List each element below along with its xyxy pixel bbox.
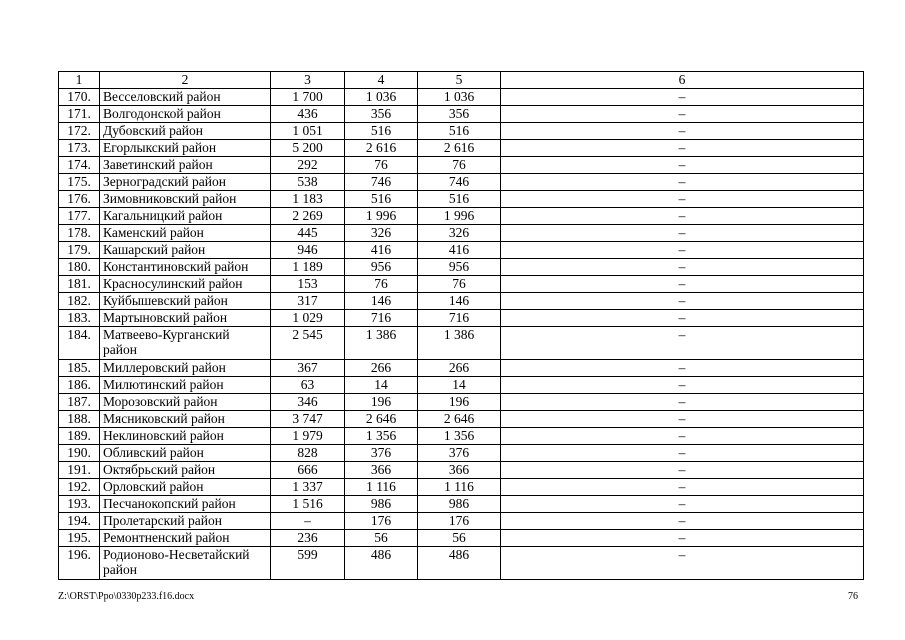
row-number-cell: 189. <box>59 428 100 445</box>
col5-value-cell: 356 <box>418 106 501 123</box>
table-row <box>59 428 864 445</box>
col4-value-cell: 76 <box>345 157 418 174</box>
col6-value-cell: – <box>501 208 864 225</box>
table-row <box>59 89 864 106</box>
table-row <box>59 259 864 276</box>
row-number-cell: 183. <box>59 310 100 327</box>
row-number-cell: 195. <box>59 530 100 547</box>
col6-value-cell: – <box>501 428 864 445</box>
col4-value-cell: 986 <box>345 496 418 513</box>
table-row <box>59 327 864 360</box>
col5-value-cell: 14 <box>418 377 501 394</box>
col6-value-cell: – <box>501 462 864 479</box>
table-row <box>59 462 864 479</box>
col4-value-cell: 516 <box>345 123 418 140</box>
col3-value-cell: 666 <box>271 462 345 479</box>
district-name-cell: Кашарский район <box>100 242 271 259</box>
col4-value-cell: 1 356 <box>345 428 418 445</box>
row-number-cell: 181. <box>59 276 100 293</box>
col3-value-cell: 1 051 <box>271 123 345 140</box>
table-row <box>59 225 864 242</box>
district-name-cell: Заветинский район <box>100 157 271 174</box>
table-row <box>59 496 864 513</box>
district-name-cell: Дубовский район <box>100 123 271 140</box>
district-name-cell: Мясниковский район <box>100 411 271 428</box>
col3-value-cell: 1 337 <box>271 479 345 496</box>
table-row <box>59 242 864 259</box>
district-name-cell: Неклиновский район <box>100 428 271 445</box>
col5-value-cell: 986 <box>418 496 501 513</box>
col4-value-cell: 486 <box>345 547 418 580</box>
row-number-cell: 171. <box>59 106 100 123</box>
district-name-cell: Пролетарский район <box>100 513 271 530</box>
col3-value-cell: 236 <box>271 530 345 547</box>
col5-value-cell: 146 <box>418 293 501 310</box>
table-row <box>59 547 864 580</box>
col6-value-cell: – <box>501 327 864 360</box>
district-name-cell: Кагальницкий район <box>100 208 271 225</box>
row-number-cell: 175. <box>59 174 100 191</box>
col3-value-cell: – <box>271 513 345 530</box>
district-name-cell: Октябрьский район <box>100 462 271 479</box>
table-header-row <box>59 72 864 89</box>
row-number-cell: 185. <box>59 360 100 377</box>
col5-value-cell: 376 <box>418 445 501 462</box>
col6-value-cell: – <box>501 513 864 530</box>
data-table <box>58 71 864 580</box>
col4-value-cell: 1 036 <box>345 89 418 106</box>
table-row <box>59 530 864 547</box>
table-row <box>59 174 864 191</box>
col5-value-cell: 516 <box>418 123 501 140</box>
district-name-cell: Родионово-Несветайский район <box>100 547 271 580</box>
col5-value-cell: 746 <box>418 174 501 191</box>
table-row <box>59 191 864 208</box>
row-number-cell: 182. <box>59 293 100 310</box>
table-row <box>59 106 864 123</box>
header-cell-5: 5 <box>418 72 501 89</box>
district-name-cell: Ремонтненский район <box>100 530 271 547</box>
col6-value-cell: – <box>501 106 864 123</box>
col5-value-cell: 1 036 <box>418 89 501 106</box>
col4-value-cell: 76 <box>345 276 418 293</box>
district-name-cell: Матвеево-Курганский район <box>100 327 271 360</box>
col5-value-cell: 266 <box>418 360 501 377</box>
col3-value-cell: 436 <box>271 106 345 123</box>
page-number: 76 <box>848 591 858 602</box>
table-row <box>59 208 864 225</box>
table-row <box>59 411 864 428</box>
district-name-cell: Зимовниковский район <box>100 191 271 208</box>
table-row <box>59 140 864 157</box>
district-name-cell: Песчанокопский район <box>100 496 271 513</box>
district-name-cell: Милютинский район <box>100 377 271 394</box>
district-name-cell: Весселовский район <box>100 89 271 106</box>
district-name-cell: Куйбышевский район <box>100 293 271 310</box>
table-row <box>59 360 864 377</box>
col3-value-cell: 445 <box>271 225 345 242</box>
col3-value-cell: 1 700 <box>271 89 345 106</box>
district-name-cell: Обливский район <box>100 445 271 462</box>
col5-value-cell: 416 <box>418 242 501 259</box>
col4-value-cell: 14 <box>345 377 418 394</box>
col6-value-cell: – <box>501 496 864 513</box>
col4-value-cell: 146 <box>345 293 418 310</box>
col4-value-cell: 56 <box>345 530 418 547</box>
table-row <box>59 394 864 411</box>
col4-value-cell: 356 <box>345 106 418 123</box>
col6-value-cell: – <box>501 310 864 327</box>
col4-value-cell: 1 116 <box>345 479 418 496</box>
footer-file-path: Z:\ORST\Ppo\0330p233.f16.docx <box>58 591 195 602</box>
col6-value-cell: – <box>501 242 864 259</box>
col5-value-cell: 76 <box>418 276 501 293</box>
col3-value-cell: 1 029 <box>271 310 345 327</box>
table-row <box>59 293 864 310</box>
col6-value-cell: – <box>501 411 864 428</box>
district-name-cell: Морозовский район <box>100 394 271 411</box>
col5-value-cell: 1 116 <box>418 479 501 496</box>
col6-value-cell: – <box>501 191 864 208</box>
row-number-cell: 187. <box>59 394 100 411</box>
col4-value-cell: 746 <box>345 174 418 191</box>
col6-value-cell: – <box>501 530 864 547</box>
col4-value-cell: 956 <box>345 259 418 276</box>
header-cell-1: 1 <box>59 72 100 89</box>
col5-value-cell: 2 646 <box>418 411 501 428</box>
col4-value-cell: 266 <box>345 360 418 377</box>
table-body <box>59 72 864 580</box>
district-name-cell: Орловский район <box>100 479 271 496</box>
col4-value-cell: 1 996 <box>345 208 418 225</box>
col3-value-cell: 63 <box>271 377 345 394</box>
table-row <box>59 479 864 496</box>
col6-value-cell: – <box>501 174 864 191</box>
col6-value-cell: – <box>501 259 864 276</box>
col6-value-cell: – <box>501 140 864 157</box>
col4-value-cell: 416 <box>345 242 418 259</box>
header-cell-3: 3 <box>271 72 345 89</box>
table-row <box>59 377 864 394</box>
col3-value-cell: 828 <box>271 445 345 462</box>
row-number-cell: 180. <box>59 259 100 276</box>
col5-value-cell: 1 356 <box>418 428 501 445</box>
row-number-cell: 177. <box>59 208 100 225</box>
col6-value-cell: – <box>501 276 864 293</box>
district-name-cell: Миллеровский район <box>100 360 271 377</box>
col4-value-cell: 196 <box>345 394 418 411</box>
col6-value-cell: – <box>501 89 864 106</box>
col5-value-cell: 76 <box>418 157 501 174</box>
col5-value-cell: 2 616 <box>418 140 501 157</box>
col3-value-cell: 1 189 <box>271 259 345 276</box>
col3-value-cell: 946 <box>271 242 345 259</box>
district-name-cell: Мартыновский район <box>100 310 271 327</box>
table-row <box>59 513 864 530</box>
col6-value-cell: – <box>501 479 864 496</box>
row-number-cell: 186. <box>59 377 100 394</box>
col6-value-cell: – <box>501 157 864 174</box>
col6-value-cell: – <box>501 225 864 242</box>
district-name-cell: Зерноградский район <box>100 174 271 191</box>
district-name-cell: Красносулинский район <box>100 276 271 293</box>
col4-value-cell: 2 616 <box>345 140 418 157</box>
row-number-cell: 191. <box>59 462 100 479</box>
header-cell-6: 6 <box>501 72 864 89</box>
row-number-cell: 194. <box>59 513 100 530</box>
col3-value-cell: 346 <box>271 394 345 411</box>
col5-value-cell: 956 <box>418 259 501 276</box>
col6-value-cell: – <box>501 394 864 411</box>
table-row <box>59 123 864 140</box>
col5-value-cell: 486 <box>418 547 501 580</box>
col6-value-cell: – <box>501 360 864 377</box>
col5-value-cell: 176 <box>418 513 501 530</box>
row-number-cell: 190. <box>59 445 100 462</box>
col3-value-cell: 292 <box>271 157 345 174</box>
col4-value-cell: 176 <box>345 513 418 530</box>
row-number-cell: 179. <box>59 242 100 259</box>
col4-value-cell: 1 386 <box>345 327 418 360</box>
col6-value-cell: – <box>501 547 864 580</box>
col6-value-cell: – <box>501 377 864 394</box>
table-row <box>59 445 864 462</box>
col3-value-cell: 2 269 <box>271 208 345 225</box>
col5-value-cell: 716 <box>418 310 501 327</box>
district-name-cell: Волгодонской район <box>100 106 271 123</box>
row-number-cell: 196. <box>59 547 100 580</box>
col6-value-cell: – <box>501 445 864 462</box>
col3-value-cell: 3 747 <box>271 411 345 428</box>
col5-value-cell: 196 <box>418 394 501 411</box>
col3-value-cell: 1 183 <box>271 191 345 208</box>
col3-value-cell: 538 <box>271 174 345 191</box>
district-name-cell: Константиновский район <box>100 259 271 276</box>
row-number-cell: 192. <box>59 479 100 496</box>
col3-value-cell: 153 <box>271 276 345 293</box>
row-number-cell: 176. <box>59 191 100 208</box>
row-number-cell: 193. <box>59 496 100 513</box>
col4-value-cell: 516 <box>345 191 418 208</box>
col3-value-cell: 317 <box>271 293 345 310</box>
col5-value-cell: 366 <box>418 462 501 479</box>
district-name-cell: Каменский район <box>100 225 271 242</box>
col4-value-cell: 366 <box>345 462 418 479</box>
col3-value-cell: 5 200 <box>271 140 345 157</box>
row-number-cell: 170. <box>59 89 100 106</box>
col4-value-cell: 376 <box>345 445 418 462</box>
col3-value-cell: 2 545 <box>271 327 345 360</box>
col4-value-cell: 716 <box>345 310 418 327</box>
table-row <box>59 157 864 174</box>
col6-value-cell: – <box>501 123 864 140</box>
col3-value-cell: 367 <box>271 360 345 377</box>
district-name-cell: Егорлыкский район <box>100 140 271 157</box>
col3-value-cell: 1 516 <box>271 496 345 513</box>
table-row <box>59 310 864 327</box>
col4-value-cell: 326 <box>345 225 418 242</box>
row-number-cell: 184. <box>59 327 100 360</box>
col3-value-cell: 1 979 <box>271 428 345 445</box>
col5-value-cell: 1 996 <box>418 208 501 225</box>
row-number-cell: 178. <box>59 225 100 242</box>
col4-value-cell: 2 646 <box>345 411 418 428</box>
col5-value-cell: 516 <box>418 191 501 208</box>
header-cell-4: 4 <box>345 72 418 89</box>
row-number-cell: 188. <box>59 411 100 428</box>
row-number-cell: 173. <box>59 140 100 157</box>
col3-value-cell: 599 <box>271 547 345 580</box>
col5-value-cell: 326 <box>418 225 501 242</box>
row-number-cell: 172. <box>59 123 100 140</box>
col5-value-cell: 1 386 <box>418 327 501 360</box>
table-row <box>59 276 864 293</box>
col6-value-cell: – <box>501 293 864 310</box>
row-number-cell: 174. <box>59 157 100 174</box>
col5-value-cell: 56 <box>418 530 501 547</box>
header-cell-2: 2 <box>100 72 271 89</box>
